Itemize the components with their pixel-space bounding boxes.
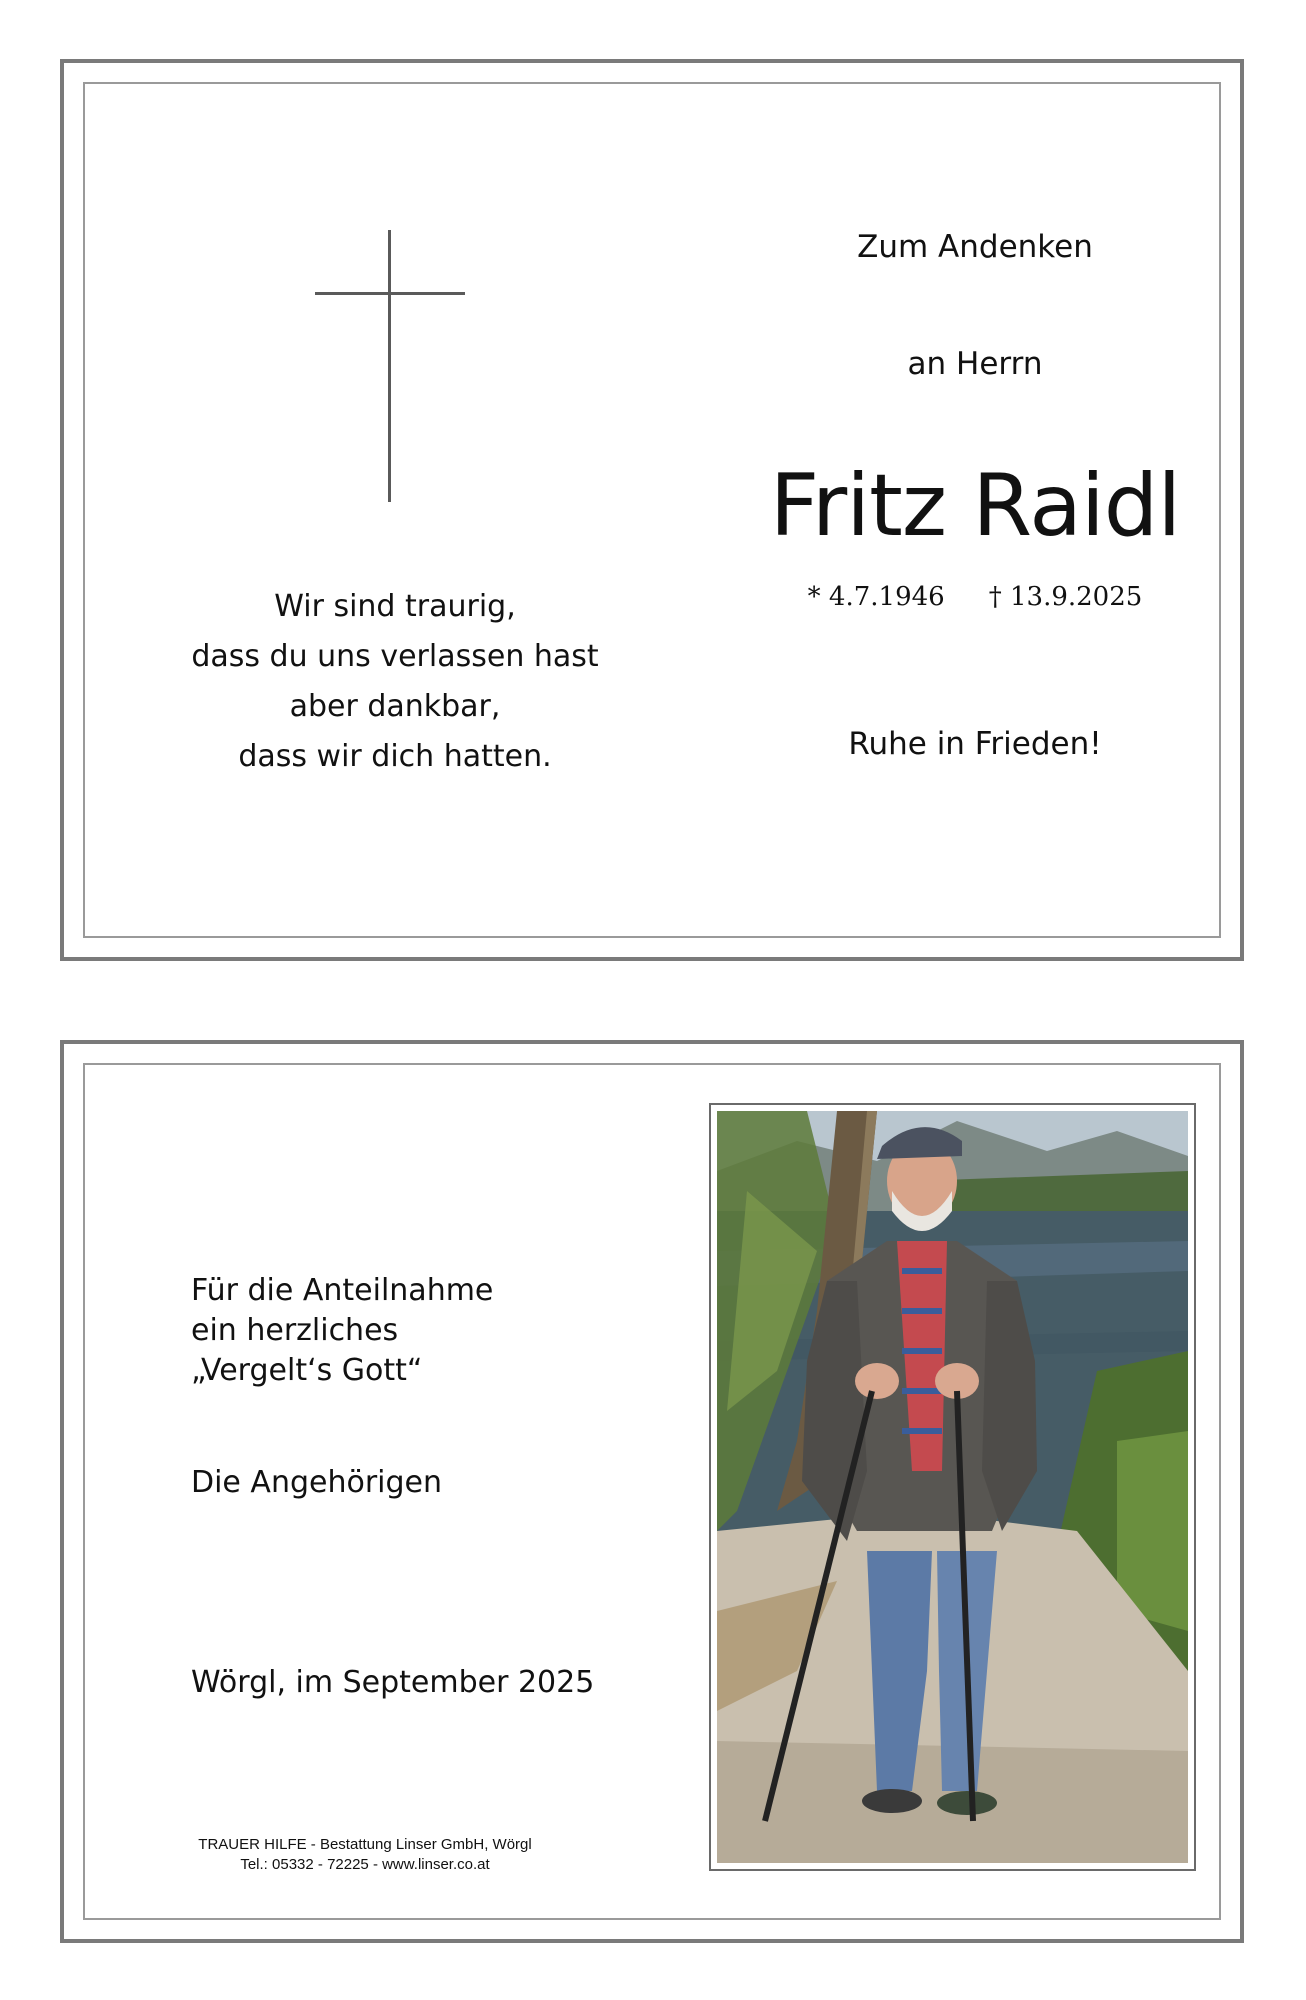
- thanks-text: [191, 1271, 493, 1391]
- cross-icon: [315, 230, 465, 502]
- inner-border: [83, 1063, 1221, 1920]
- portrait-frame: [709, 1103, 1196, 1871]
- portrait-photo: [717, 1111, 1188, 1863]
- verse-line: dass du uns verlassen hast: [191, 639, 599, 674]
- farewell-text: Ruhe in Frieden!: [848, 726, 1102, 762]
- deceased-name: Fritz Raidl: [769, 456, 1181, 556]
- portrait-image: [717, 1111, 1188, 1863]
- heading-salutation: an Herrn: [907, 346, 1043, 382]
- verse-line: Wir sind traurig,: [274, 589, 516, 624]
- thanks-line: „Vergelt‘s Gott“: [191, 1353, 423, 1388]
- thanks-line: ein herzliches: [191, 1313, 399, 1348]
- thanks-line: Für die Anteilnahme: [191, 1273, 494, 1308]
- verse-line: aber dankbar,: [289, 689, 501, 724]
- family-signature: Die Angehörigen: [191, 1465, 443, 1500]
- undertaker-info: [145, 1835, 585, 1875]
- place-date: Wörgl, im September 2025: [191, 1665, 595, 1700]
- verse: [165, 582, 625, 782]
- undertaker-line: Tel.: 05332 - 72225 - www.linser.co.at: [240, 1856, 490, 1873]
- undertaker-line: TRAUER HILFE - Bestattung Linser GmbH, Wörgl: [198, 1836, 532, 1853]
- inner-border: [83, 82, 1221, 938]
- verse-line: dass wir dich hatten.: [238, 739, 552, 774]
- heading-remembrance: Zum Andenken: [857, 229, 1093, 265]
- life-dates: [725, 582, 1225, 612]
- memorial-card-front: [60, 59, 1244, 961]
- death-date: † 13.9.2025: [988, 582, 1143, 612]
- birth-date: * 4.7.1946: [807, 582, 945, 612]
- memorial-card-back: [60, 1040, 1244, 1943]
